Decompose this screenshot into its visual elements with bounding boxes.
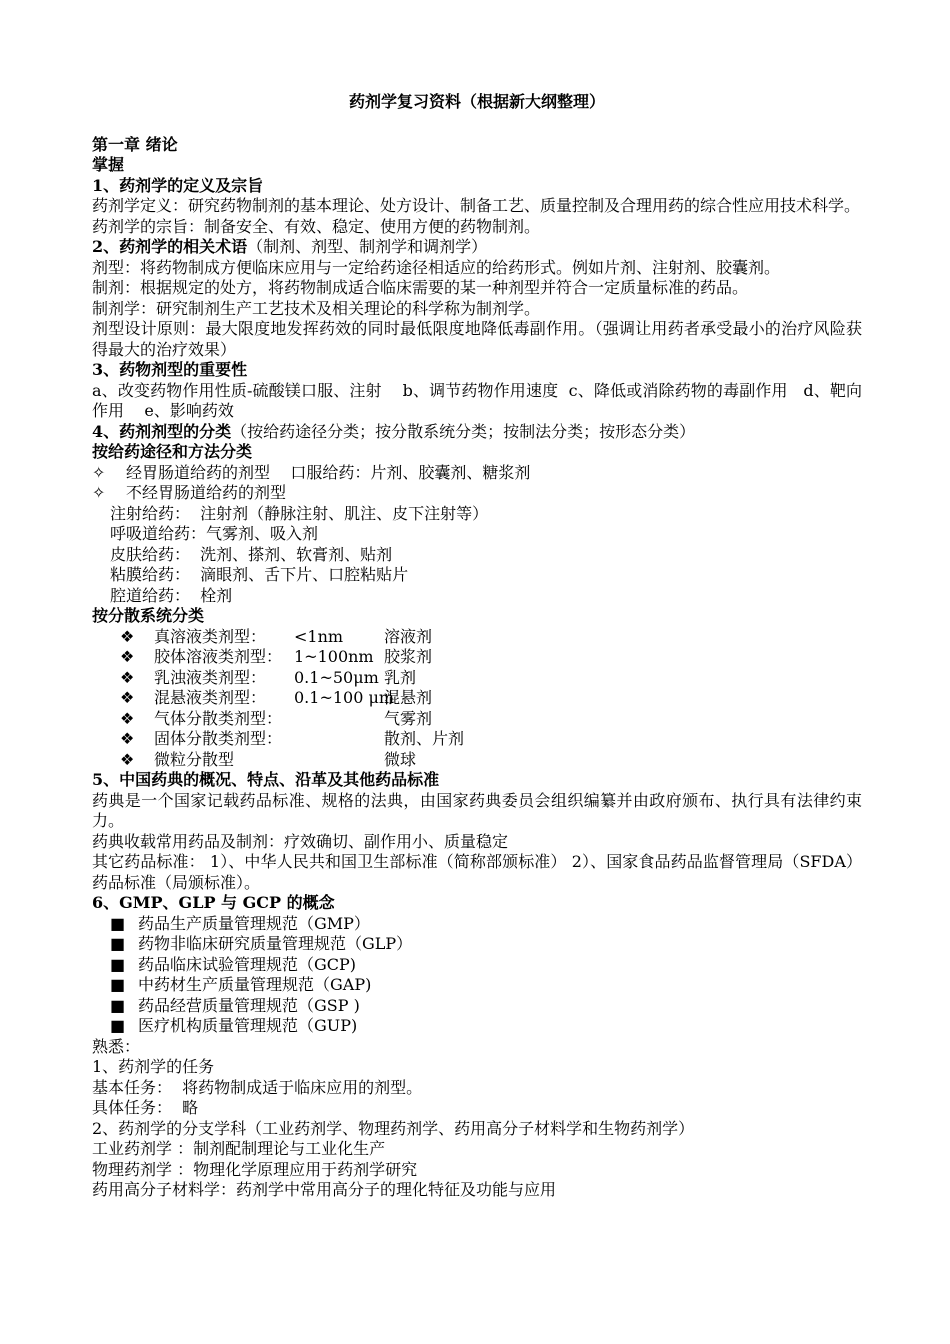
familiar-line: 工业药剂学 ：制剂配制理论与工业化生产 bbox=[92, 1139, 386, 1158]
dispersion-item: ❖ 胶体溶液类剂型： 1~100nm 胶浆剂 bbox=[120, 647, 433, 666]
gmp-list-item: ■ 药品临床试验管理规范（GCP) bbox=[110, 954, 357, 974]
section-4-title: 4、药剂剂型的分类 bbox=[92, 421, 232, 441]
route-item: ✧ 不经胃肠道给药的剂型 bbox=[92, 483, 287, 502]
dispersion-item: ❖ 真溶液类剂型： <1nm 溶液剂 bbox=[120, 626, 433, 646]
gmp-list-item: ■ 中药材生产质量管理规范（GAP) bbox=[110, 975, 372, 994]
familiar-heading: 熟悉： bbox=[92, 1036, 141, 1056]
document-title: 药剂学复习资料（根据新大纲整理） bbox=[348, 92, 605, 111]
familiar-line: 1、药剂学的任务 bbox=[92, 1057, 215, 1076]
clover-bullet-icon: ❖ bbox=[120, 667, 135, 687]
route-classification-heading: 按给药途径和方法分类 bbox=[92, 442, 253, 461]
familiar-line: 2、药剂学的分支学科（工业药剂学、物理药剂学、药用高分子材料学和生物药剂学） bbox=[92, 1118, 695, 1138]
familiar-line: 物理药剂学 ：物理化学原理应用于药剂学研究 bbox=[92, 1159, 418, 1179]
document-page bbox=[92, 92, 862, 1201]
dispersion-item: ❖ 混悬液类剂型： 0.1~100 μm混悬剂 bbox=[120, 688, 433, 707]
section-2-note: （制剂、剂型、制剂学和调剂学） bbox=[247, 237, 488, 256]
route-sub-item: 粘膜给药： 滴眼剂、舌下片、口腔粘贴片 bbox=[110, 565, 409, 584]
clover-bullet-icon: ❖ bbox=[120, 749, 135, 769]
chapter-heading: 第一章 绪论 bbox=[92, 134, 178, 154]
diamond-bullet-icon: ✧ bbox=[92, 483, 106, 502]
aim-text: 药剂学的宗旨：制备安全、有效、稳定、使用方便的药物制剂。 bbox=[92, 216, 541, 236]
term-preparation: 制剂：根据规定的处方，将药物制成适合临床需要的某一种剂型并符合一定质量标准的药品。 bbox=[92, 278, 749, 297]
term-pharmaceutics: 制剂学：研究制剂生产工艺技术及相关理论的科学称为制剂学。 bbox=[92, 298, 541, 318]
gmp-list-item: ■ 医疗机构质量管理规范（GUP) bbox=[110, 1016, 358, 1035]
importance-text: a、改变药物作用性质-硫酸镁口服、注射 b、调节药物作用速度 c、降低或消除药物的毒副作用 d、靶向作用 e、影响药效 bbox=[92, 380, 862, 420]
route-sub-item: 注射给药： 注射剂（静脉注射、肌注、皮下注射等） bbox=[110, 503, 489, 523]
square-bullet-icon: ■ bbox=[110, 954, 126, 974]
dispersion-classification-heading: 按分散系统分类 bbox=[92, 606, 205, 625]
pharmacopoeia-scope: 药典收载常用药品及制剂：疗效确切、副作用小、质量稳定 bbox=[92, 831, 509, 851]
definition-text: 药剂学定义：研究药物制剂的基本理论、处方设计、制备工艺、质量控制及合理用药的综合性应用技术科学。 bbox=[92, 196, 861, 215]
section-4-note: （按给药途径分类；按分散系统分类；按制法分类；按形态分类） bbox=[231, 421, 696, 441]
square-bullet-icon: ■ bbox=[110, 934, 126, 953]
clover-bullet-icon: ❖ bbox=[120, 626, 135, 646]
dispersion-item: ❖ 乳浊液类剂型： 0.1~50μm 乳剂 bbox=[120, 667, 417, 687]
clover-bullet-icon: ❖ bbox=[120, 688, 135, 707]
route-sub-item: 皮肤给药： 洗剂、搽剂、软膏剂、贴剂 bbox=[110, 544, 393, 564]
section-5-heading: 5、中国药典的概况、特点、沿革及其他药品标准 bbox=[92, 770, 440, 789]
clover-bullet-icon: ❖ bbox=[120, 708, 135, 728]
section-3-heading: 3、药物剂型的重要性 bbox=[92, 360, 248, 379]
clover-bullet-icon: ❖ bbox=[120, 647, 135, 666]
section-2-title: 2、药剂学的相关术语 bbox=[92, 237, 248, 256]
diamond-bullet-icon: ✧ bbox=[92, 462, 106, 482]
section-1-heading: 1、药剂学的定义及宗旨 bbox=[92, 175, 264, 195]
pharmacopoeia-definition: 药典是一个国家记载药品标准、规格的法典，由国家药典委员会组织编纂并由政府颁布、执行具有法律约束力。 bbox=[92, 790, 862, 830]
square-bullet-icon: ■ bbox=[110, 1016, 126, 1035]
route-sub-item: 腔道给药： 栓剂 bbox=[110, 585, 233, 605]
section-2-heading bbox=[92, 237, 862, 258]
master-label: 掌握 bbox=[92, 155, 125, 174]
square-bullet-icon: ■ bbox=[110, 975, 126, 994]
square-bullet-icon: ■ bbox=[110, 995, 126, 1015]
familiar-line: 药用高分子材料学：药剂学中常用高分子的理化特征及功能与应用 bbox=[92, 1180, 557, 1199]
term-design-principle: 剂型设计原则：最大限度地发挥药效的同时最低限度地降低毒副作用。（强调让用药者承受最小的治疗风险获得最大的治疗效果） bbox=[92, 319, 862, 359]
clover-bullet-icon: ❖ bbox=[120, 729, 135, 748]
dispersion-item: ❖ 气体分散类剂型： 气雾剂 bbox=[120, 708, 433, 728]
other-standards: 其它药品标准： 1）、中华人民共和国卫生部标准（简称部颁标准） 2）、国家食品药品监督管理局（SFDA）药品标准（局颁标准）。 bbox=[92, 852, 862, 892]
dispersion-item: ❖ 固体分散类剂型： 散剂、片剂 bbox=[120, 729, 465, 748]
term-dosage-form: 剂型：将药物制成方便临床应用与一定给药途径相适应的给药形式。例如片剂、注射剂、胶囊剂。 bbox=[92, 257, 781, 277]
gmp-list-item: ■ 药物非临床研究质量管理规范（GLP） bbox=[110, 934, 413, 953]
familiar-line: 基本任务： 将药物制成适于临床应用的剂型。 bbox=[92, 1077, 423, 1097]
dispersion-item: ❖ 微粒分散型 微球 bbox=[120, 749, 417, 769]
route-sub-item: 呼吸道给药：气雾剂、吸入剂 bbox=[110, 524, 319, 543]
gmp-list-item: ■ 药品经营质量管理规范（GSP ) bbox=[110, 995, 360, 1015]
section-6-heading: 6、GMP、GLP 与 GCP 的概念 bbox=[92, 893, 335, 912]
gmp-list-item: ■ 药品生产质量管理规范（GMP） bbox=[110, 913, 370, 933]
square-bullet-icon: ■ bbox=[110, 913, 126, 933]
section-4-heading bbox=[92, 422, 862, 443]
familiar-line: 具体任务： 略 bbox=[92, 1098, 199, 1117]
route-item: ✧ 经胃肠道给药的剂型 口服给药：片剂、胶囊剂、糖浆剂 bbox=[92, 462, 531, 482]
